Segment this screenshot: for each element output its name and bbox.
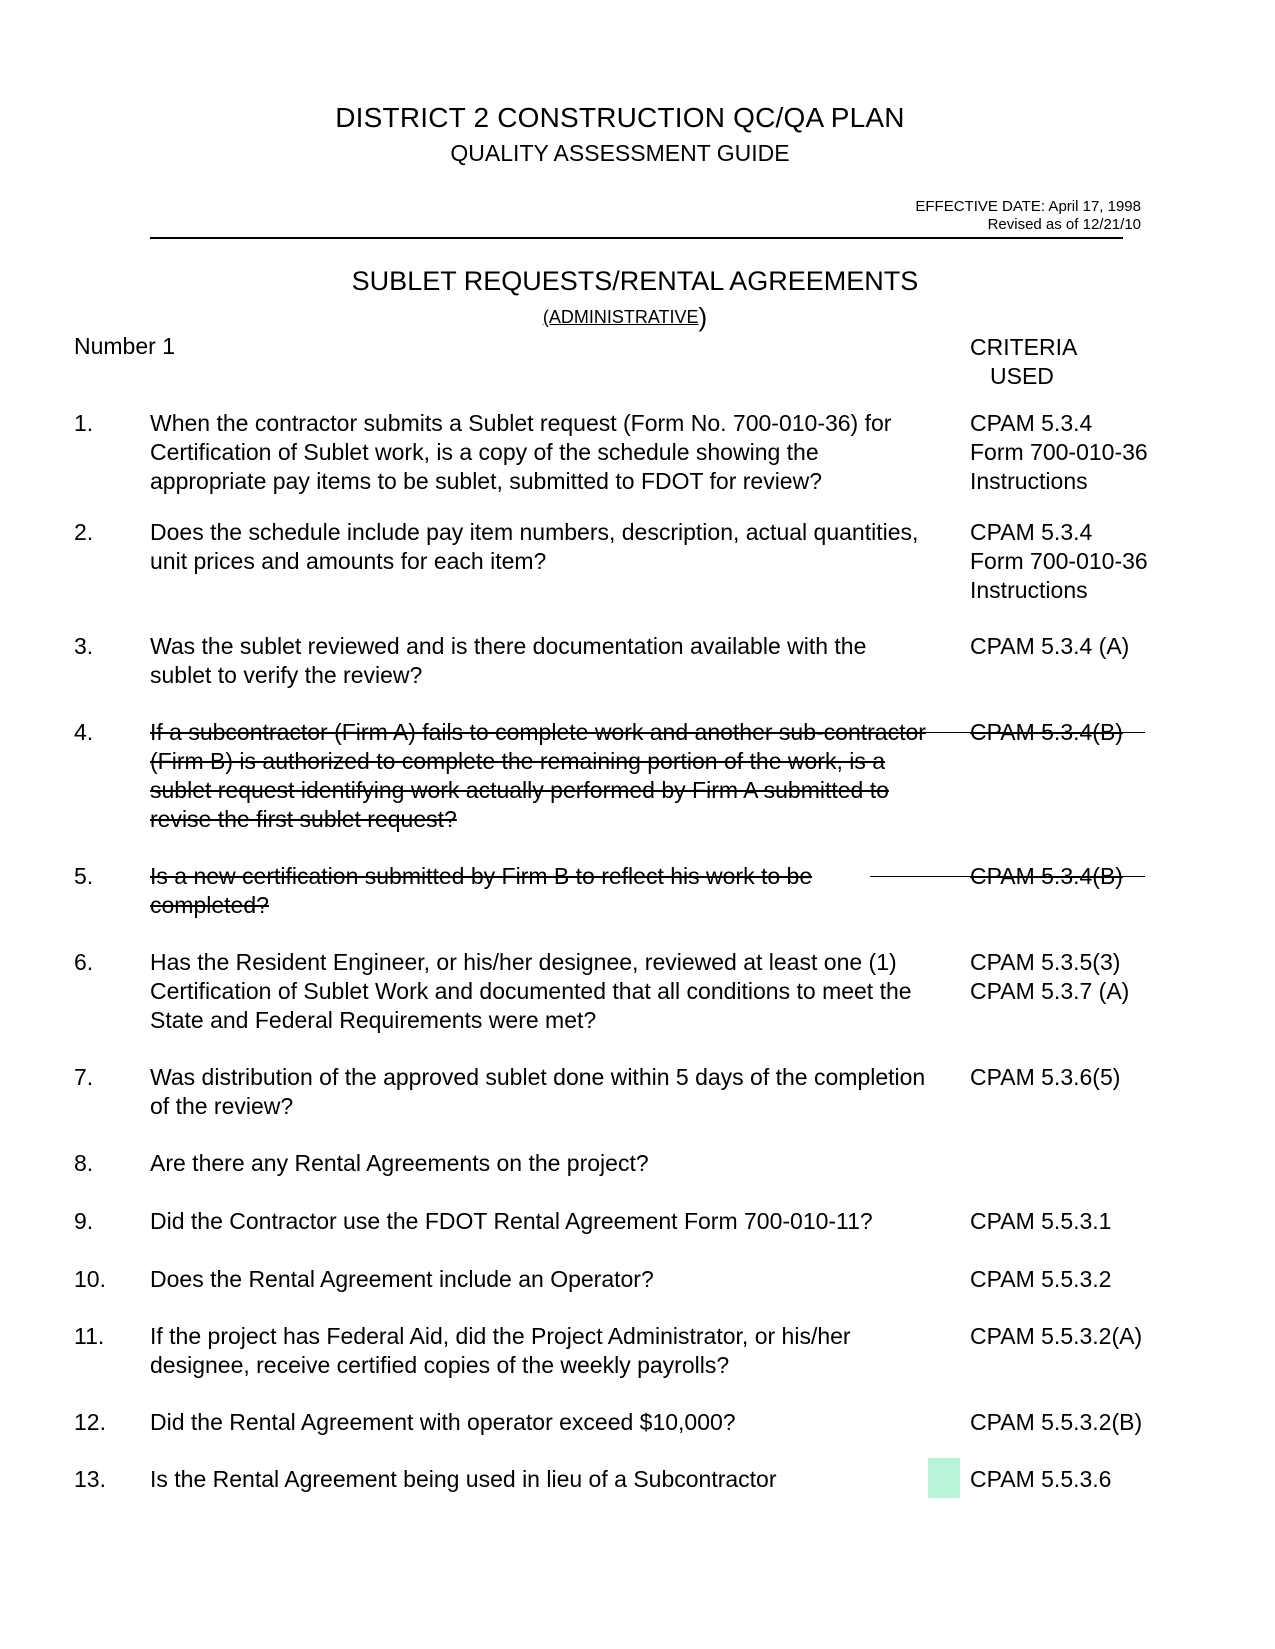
criteria-ref: Instructions: [970, 577, 1088, 603]
question-text: When the contractor submits a Sublet request (Form No. 700-010-36) for Certification of Sublet work, is a copy of the schedule showing the appropriate pay items to be sublet, submitted to FDOT for review?: [150, 410, 892, 494]
criteria-ref: CPAM 5.3.5(3): [970, 949, 1121, 975]
effective-date: EFFECTIVE DATE: April 17, 1998: [915, 198, 1141, 215]
question-number: 8.: [74, 1150, 94, 1176]
question-text: If a subcontractor (Firm A) fails to complete work and another sub-contractor (Firm B) is authorized to complete the remaining portion of the work, is a sublet request identifying work actually performed by Firm A submitted to revise the first sublet request?: [150, 719, 926, 832]
document-subtitle: QUALITY ASSESSMENT GUIDE: [450, 140, 790, 166]
question-criteria: [970, 1265, 1270, 1294]
question-text: Did the Contractor use the FDOT Rental Agreement Form 700-010-11?: [150, 1208, 873, 1234]
document-title: DISTRICT 2 CONSTRUCTION QC/QA PLAN: [335, 102, 905, 133]
strike-through-connector: [880, 732, 1145, 733]
criteria-header-line2: USED: [990, 363, 1054, 389]
question-criteria: [970, 948, 1270, 1006]
question-number: 4.: [74, 719, 94, 745]
question-text: Was distribution of the approved sublet done within 5 days of the completion of the review?: [150, 1064, 926, 1119]
question-text: Does the Rental Agreement include an Operator?: [150, 1266, 654, 1292]
question-criteria: [970, 1465, 1270, 1494]
revised-date: Revised as of 12/21/10: [987, 216, 1141, 233]
criteria-ref: CPAM 5.5.3.2: [970, 1266, 1112, 1292]
criteria-ref: CPAM 5.5.3.2(B): [970, 1409, 1143, 1435]
question-number: 13.: [74, 1466, 106, 1492]
question-number: 10.: [74, 1266, 106, 1292]
question-number: 7.: [74, 1064, 94, 1090]
criteria-ref: CPAM 5.3.7 (A): [970, 978, 1130, 1004]
question-criteria: [970, 632, 1270, 661]
question-criteria: [970, 1322, 1270, 1351]
criteria-ref: CPAM 5.5.3.2(A): [970, 1323, 1143, 1349]
criteria-ref: CPAM 5.3.4(B): [970, 719, 1123, 745]
criteria-ref: Form 700-010-36: [970, 439, 1148, 465]
question-criteria: [970, 518, 1270, 605]
question-criteria: [970, 1063, 1270, 1092]
criteria-header-line1: CRITERIA: [970, 334, 1078, 360]
criteria-ref: CPAM 5.3.4: [970, 410, 1093, 436]
header-divider: [150, 237, 1123, 239]
criteria-ref: CPAM 5.3.4: [970, 519, 1093, 545]
effective-date-block: [915, 198, 1141, 234]
checklist-number: Number 1: [74, 333, 175, 359]
question-number: 5.: [74, 863, 94, 889]
question-number: 3.: [74, 633, 94, 659]
criteria-ref: CPAM 5.3.4 (A): [970, 633, 1130, 659]
criteria-ref: CPAM 5.3.4(B): [970, 863, 1123, 889]
question-criteria: [970, 1207, 1270, 1236]
question-number: 12.: [74, 1409, 106, 1435]
criteria-ref: CPAM 5.3.6(5): [970, 1064, 1121, 1090]
criteria-ref: Instructions: [970, 468, 1088, 494]
question-number: 6.: [74, 949, 94, 975]
highlight-marker: [928, 1458, 960, 1498]
strike-through-connector: [870, 876, 1145, 877]
question-number: 1.: [74, 410, 94, 436]
question-number: 2.: [74, 519, 94, 545]
section-title: SUBLET REQUESTS/RENTAL AGREEMENTS: [351, 266, 919, 296]
question-text: If the project has Federal Aid, did the Project Administrator, or his/her designee, receive certified copies of the weekly payrolls?: [150, 1323, 851, 1378]
question-text: Is a new certification submitted by Firm B to reflect his work to be completed?: [150, 863, 813, 918]
section-subtitle: [0, 302, 1250, 333]
question-number: 11.: [74, 1323, 105, 1349]
question-criteria: [970, 409, 1270, 496]
question-text: Did the Rental Agreement with operator exceed $10,000?: [150, 1409, 736, 1435]
question-text: Was the sublet reviewed and is there documentation available with the sublet to verify the review?: [150, 633, 867, 688]
question-criteria: [970, 1408, 1270, 1437]
question-text: Does the schedule include pay item numbers, description, actual quantities, unit prices and amounts for each item?: [150, 519, 919, 574]
criteria-ref: CPAM 5.5.3.1: [970, 1208, 1112, 1234]
criteria-column-header: [970, 333, 1077, 391]
question-text: Are there any Rental Agreements on the project?: [150, 1150, 649, 1176]
question-text: Is the Rental Agreement being used in lieu of a Subcontractor: [150, 1466, 777, 1492]
criteria-ref: CPAM 5.5.3.6: [970, 1466, 1112, 1492]
section-category-close-paren: ): [698, 302, 708, 332]
question-number: 9.: [74, 1208, 94, 1234]
section-category: (ADMINISTRATIVE: [542, 307, 699, 327]
criteria-ref: Form 700-010-36: [970, 548, 1148, 574]
question-text: Has the Resident Engineer, or his/her designee, reviewed at least one (1) Certification of Sublet Work and documented that all conditions to meet the State and Federal Requirements were met?: [150, 949, 912, 1033]
